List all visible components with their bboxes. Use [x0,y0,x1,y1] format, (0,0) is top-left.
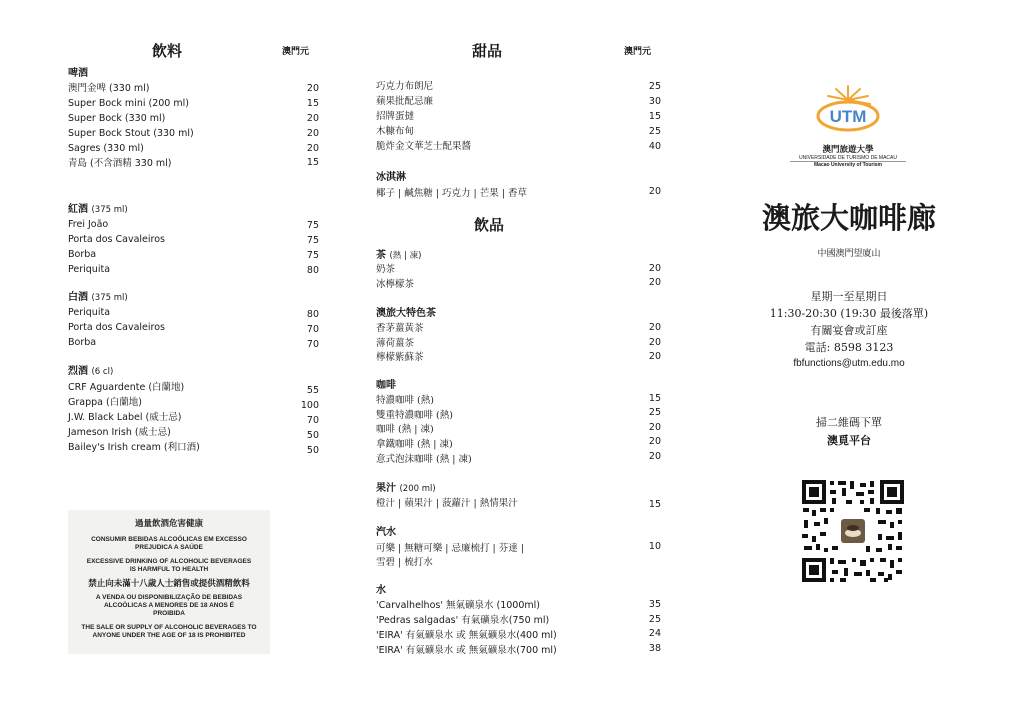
tea-heading: 茶 (熱 | 凍) [376,250,422,261]
menu-item-name: 'EIRA' 有氣礦泉水 或 無氣礦泉水(700 ml) [376,645,557,656]
menu-item-name: Sagres (330 ml) [68,143,144,154]
menu-item-price: 20 [648,337,661,348]
menu-item-price: 20 [306,83,319,94]
menu-item-name: 蘋果批配忌廉 [376,96,434,107]
menu-item-price: 100 [300,400,319,411]
opening-hours: 11:30-20:30 (19:30 最後落單) [769,307,929,320]
menu-item-price: 50 [306,430,319,441]
menu-item-price: 30 [648,96,661,107]
special-tea-heading: 澳旅大特色茶 [376,308,436,319]
currency-label: 澳門元 [624,47,652,57]
menu-item-name: J.W. Black Label (威士忌) [68,412,182,423]
menu-item-price: 20 [648,351,661,362]
warning-line: 過量飲酒危害健康 [134,519,203,529]
menu-item-name: 奶茶 [376,264,396,275]
menu-item-name: 'Pedras salgadas' 有氣礦泉水(750 ml) [376,615,550,626]
utm-logo-icon [810,82,886,140]
menu-item-price: 70 [306,415,319,426]
menu-item-name: Grappa (白蘭地) [68,397,142,408]
menu-item-price: 25 [648,81,661,92]
currency-label: 澳門元 [282,47,310,57]
menu-item-price: 15 [648,393,661,404]
soda-flavors: 雪碧 | 梳打水 [376,557,433,568]
menu-item-price: 15 [648,111,661,122]
menu-item-price: 80 [306,265,319,276]
menu-item-price: 75 [306,220,319,231]
menu-item-name: Bailey's Irish cream (利口酒) [68,442,200,453]
menu-item-name: 意式泡沫咖啡 (熱 | 凍) [376,454,472,465]
menu-item-name: 雙重特濃咖啡 (熱) [376,410,453,421]
water-heading: 水 [376,585,386,596]
cafe-location: 中國澳門望廈山 [817,249,881,259]
menu-item-price: 25 [648,614,661,625]
soda-flavors: 可樂 | 無糖可樂 | 忌廉梳打 | 芬達 | [376,543,524,554]
ice-cream-heading: 冰淇淋 [376,172,406,183]
ice-cream-flavors: 椰子 | 鹹焦糖 | 巧克力 | 芒果 | 香草 [376,188,527,199]
menu-item-name: 'Carvalhelhos' 無氣礦泉水 (1000ml) [376,600,540,611]
menu-item-price: 24 [648,628,661,639]
banquet-inquiry: 有關宴會或訂座 [810,324,888,337]
warning-line: 禁止向未滿十八歲人士銷售或提供酒精飲料 [88,579,250,589]
coffee-heading: 咖啡 [376,380,396,391]
menu-item-name: Porta dos Cavaleiros [68,322,165,333]
menu-item-name: 薄荷薑茶 [376,338,415,349]
warning-line: THE SALE OR SUPPLY OF ALCOHOLIC BEVERAGES TO ANYONE UNDER THE AGE OF 18 IS PROHIBITED [81,624,257,639]
logo-chinese-name: 澳門旅遊大學 [822,145,874,155]
menu-item-name: 咖啡 (熱 | 凍) [376,424,434,435]
warning-line: CONSUMIR BEBIDAS ALCOÓLICAS EM EXCESSO PREJUDICA A SAÚDE [91,536,247,551]
menu-item-price: 20 [306,113,319,124]
menu-item-name: Super Bock mini (200 ml) [68,98,189,109]
utm-logo [810,82,886,140]
menu-item-price: 15 [306,98,319,109]
warning-line: A VENDA OU DISPONIBILIZAÇÃO DE BEBIDAS ALCOÓLICAS A MENORES DE 18 ANOS É PROIBIDA [95,594,243,617]
menu-item-name: 青島 (不含酒精 330 ml) [68,158,172,169]
menu-item-price: 75 [306,250,319,261]
menu-item-price: 50 [306,445,319,456]
menu-item-price: 20 [306,128,319,139]
menu-item-price: 75 [306,235,319,246]
menu-item-price: 15 [306,157,319,168]
menu-item-name: 檸檬紫蘇茶 [376,352,424,363]
menu-item-name: Periquita [68,264,111,275]
menu-item-name: 拿鐵咖啡 (熱 | 凍) [376,439,453,450]
menu-item-price: 35 [648,599,661,610]
menu-item-price: 20 [648,186,661,197]
menu-item-name: CRF Aguardente (白蘭地) [68,382,185,393]
juice-flavors: 橙汁 | 蘋果汁 | 菠蘿汁 | 熱情果汁 [376,498,518,509]
menu-item-price: 25 [648,126,661,137]
menu-item-name: Periquita [68,307,111,318]
qr-platform-name: 澳覓平台 [827,434,871,447]
menu-item-name: 冰檸檬茶 [376,279,415,290]
menu-item-name: 'EIRA' 有氣礦泉水 或 無氣礦泉水(400 ml) [376,630,557,641]
menu-item-price: 40 [648,141,661,152]
alcohol-warning-notice [68,510,270,654]
menu-item-name: 木糠布甸 [376,126,415,137]
beverages-title: 飲料 [152,42,183,60]
logo-portuguese-name: UNIVERSIDADE DE TURISMO DE MACAU [790,155,906,162]
menu-item-price: 20 [648,451,661,462]
menu-item-name: Frei João [68,219,109,230]
menu-item-price: 20 [648,277,661,288]
menu-item-price: 70 [306,324,319,335]
menu-item-name: Borba [68,337,97,348]
menu-item-name: 脆炸金文華芝士配果醬 [376,141,472,152]
phone-number: 電話: 8598 3123 [804,341,894,354]
desserts-title: 甜品 [472,42,503,60]
juice-heading: 果汁 (200 ml) [376,483,436,494]
menu-item-name: Porta dos Cavaleiros [68,234,165,245]
menu-item-name: 香茅薑黃茶 [376,323,424,334]
menu-item-price: 20 [648,322,661,333]
menu-item-price: 25 [648,407,661,418]
menu-item-price: 20 [306,143,319,154]
menu-item-price: 10 [648,541,661,552]
cafe-name: 澳旅大咖啡廊 [761,201,936,235]
menu-item-price: 80 [306,309,319,320]
menu-item-name: Super Bock (330 ml) [68,113,166,124]
order-qr-code[interactable] [800,478,906,584]
menu-item-name: Jameson Irish (威士忌) [68,427,171,438]
menu-item-name: Super Bock Stout (330 ml) [68,128,194,139]
menu-item-price: 70 [306,339,319,350]
menu-item-name: Borba [68,249,97,260]
qr-code-icon [800,478,906,584]
logo-english-name: Macao University of Tourism [814,162,882,168]
spirits-heading: 烈酒 (6 cl) [68,366,114,377]
menu-item-name: 澳門金啤 (330 ml) [68,83,150,94]
menu-item-price: 55 [306,385,319,396]
menu-item-price: 38 [648,643,661,654]
menu-item-price: 20 [648,263,661,274]
menu-item-price: 20 [648,422,661,433]
menu-item-name: 特濃咖啡 (熱) [376,395,434,406]
opening-days: 星期一至星期日 [810,290,888,303]
menu-item-name: 巧克力布朗尼 [376,81,434,92]
beer-heading: 啤酒 [68,68,88,79]
soda-heading: 汽水 [376,527,396,538]
email-link[interactable]: fbfunctions@utm.edu.mo [793,358,905,369]
qr-instruction: 掃二維碼下單 [816,416,882,429]
menu-item-price: 20 [648,436,661,447]
warning-line: EXCESSIVE DRINKING OF ALCOHOLIC BEVERAGES IS HARMFUL TO HEALTH [86,558,252,573]
white-wine-heading: 白酒 (375 ml) [68,292,128,303]
logo-text: UTM [829,107,867,126]
red-wine-heading: 紅酒 (375 ml) [68,204,128,215]
drinks-title: 飲品 [474,216,505,234]
menu-item-price: 15 [648,499,661,510]
menu-item-name: 招牌蛋撻 [376,111,415,122]
